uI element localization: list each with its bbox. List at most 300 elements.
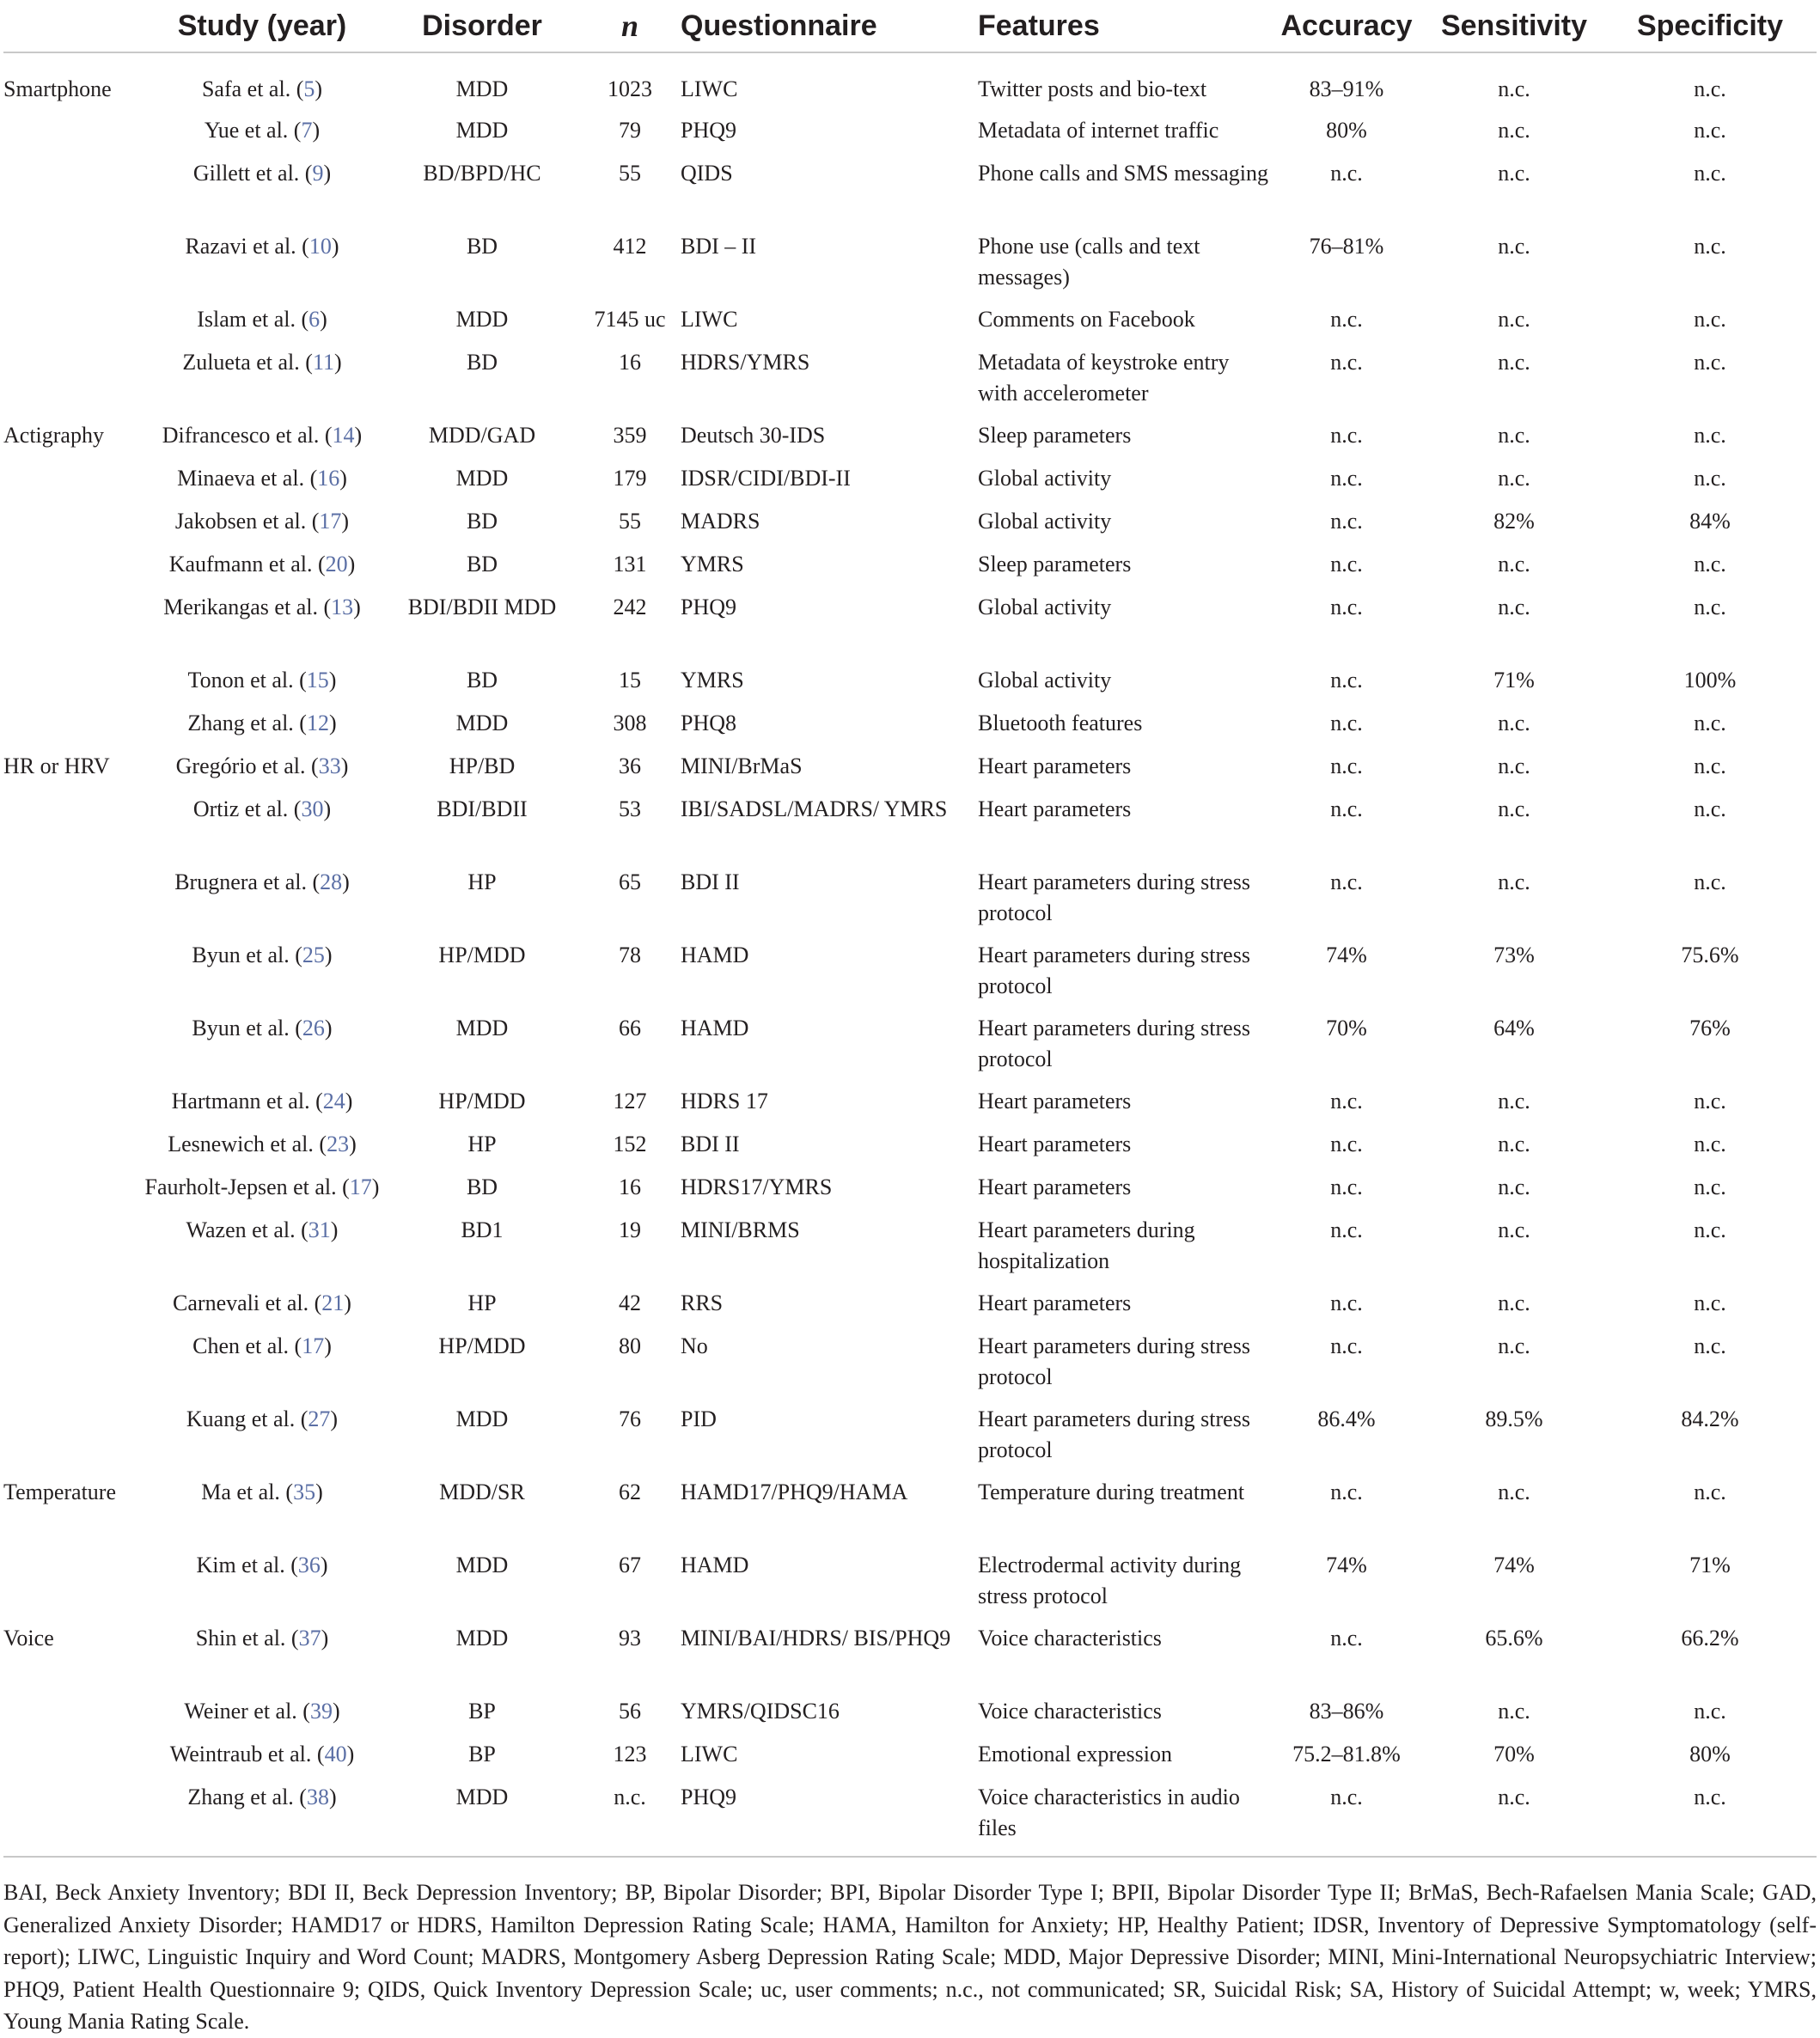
row-questionnaire: HDRS 17 xyxy=(681,1089,768,1114)
row-category xyxy=(3,1696,139,1739)
row-specificity: n.c. xyxy=(1694,870,1726,894)
row-specificity: n.c. xyxy=(1694,423,1726,448)
header-category xyxy=(3,0,139,52)
reference-link[interactable]: 33 xyxy=(318,754,341,778)
table-row xyxy=(3,1288,1817,1331)
reference-close: ) xyxy=(324,1333,332,1358)
row-study xyxy=(139,52,385,115)
row-specificity: n.c. xyxy=(1694,161,1726,186)
row-specificity: n.c. xyxy=(1694,1333,1726,1358)
reference-link[interactable]: 40 xyxy=(324,1742,347,1766)
row-features: Bluetooth features xyxy=(978,711,1143,735)
reference-link[interactable]: 25 xyxy=(302,943,325,967)
reference-link[interactable]: 5 xyxy=(303,76,315,101)
study-name: Safa et al. ( xyxy=(201,76,304,101)
row-study xyxy=(139,158,385,231)
study-name: Islam et al. ( xyxy=(197,307,309,332)
row-category xyxy=(3,665,139,708)
table-row xyxy=(3,1172,1817,1215)
row-n: 78 xyxy=(619,943,641,967)
row-disorder: HP xyxy=(467,1291,497,1315)
row-disorder: MDD xyxy=(455,466,509,491)
reference-close: ) xyxy=(345,1089,353,1114)
row-study xyxy=(139,665,385,708)
row-questionnaire: LIWC xyxy=(681,307,738,332)
header-n: n xyxy=(620,9,639,43)
reference-link[interactable]: 13 xyxy=(331,595,354,619)
row-features: Heart parameters xyxy=(978,1175,1132,1199)
row-questionnaire: PHQ9 xyxy=(681,595,737,619)
row-category xyxy=(3,1331,139,1404)
row-sensitivity: n.c. xyxy=(1498,234,1530,259)
reference-link[interactable]: 11 xyxy=(312,350,334,375)
study-name: Ma et al. ( xyxy=(201,1480,294,1504)
reference-close: ) xyxy=(332,1699,340,1724)
row-accuracy: n.c. xyxy=(1330,595,1363,619)
row-questionnaire: YMRS/QIDSC16 xyxy=(681,1699,840,1724)
row-disorder: MDD xyxy=(455,1626,509,1651)
row-study xyxy=(139,1550,385,1623)
reference-close: ) xyxy=(339,466,347,491)
row-study xyxy=(139,751,385,794)
reference-link[interactable]: 39 xyxy=(309,1699,333,1724)
table-row xyxy=(3,1696,1817,1739)
row-sensitivity: n.c. xyxy=(1498,466,1530,491)
row-disorder: BDI/BDII MDD xyxy=(407,595,557,619)
row-questionnaire: IBI/SADSL/MADRS/ YMRS xyxy=(681,796,948,821)
row-features: Global activity xyxy=(978,595,1112,619)
row-study xyxy=(139,1696,385,1739)
row-disorder: HP/MDD xyxy=(438,943,526,967)
row-questionnaire: BDI II xyxy=(681,870,740,894)
row-category xyxy=(3,231,139,304)
row-accuracy: n.c. xyxy=(1330,754,1363,778)
table-body xyxy=(3,52,1817,1856)
reference-close: ) xyxy=(323,796,332,821)
row-sensitivity: n.c. xyxy=(1498,1333,1530,1358)
row-accuracy: n.c. xyxy=(1330,350,1363,375)
row-specificity: n.c. xyxy=(1694,466,1726,491)
table-row xyxy=(3,940,1817,1013)
row-study xyxy=(139,1404,385,1477)
row-category xyxy=(3,1550,139,1623)
row-n: 80 xyxy=(619,1333,641,1358)
row-disorder: MDD xyxy=(455,1553,509,1577)
row-features: Electrodermal activity during stress protocol xyxy=(978,1553,1242,1608)
row-disorder: MDD xyxy=(455,711,509,735)
study-name: Tonon et al. ( xyxy=(187,668,307,693)
reference-link[interactable]: 17 xyxy=(349,1175,372,1199)
row-study xyxy=(139,1172,385,1215)
row-questionnaire: LIWC xyxy=(681,1742,738,1766)
row-n: 66 xyxy=(619,1016,641,1040)
row-features: Global activity xyxy=(978,509,1112,534)
row-sensitivity: n.c. xyxy=(1498,1291,1530,1315)
reference-close: ) xyxy=(349,1132,357,1156)
reference-link[interactable]: 37 xyxy=(298,1626,321,1651)
row-sensitivity: n.c. xyxy=(1498,754,1530,778)
reference-close: ) xyxy=(340,754,349,778)
reference-close: ) xyxy=(320,1553,328,1577)
table-row xyxy=(3,1129,1817,1172)
row-questionnaire: BDI – II xyxy=(681,234,757,259)
row-questionnaire: QIDS xyxy=(681,161,733,186)
row-questionnaire: PHQ9 xyxy=(681,118,737,143)
row-features: Heart parameters during stress protocol xyxy=(978,1406,1250,1462)
row-specificity: n.c. xyxy=(1694,1132,1726,1156)
row-sensitivity: n.c. xyxy=(1498,870,1530,894)
header-study: Study (year) xyxy=(177,9,347,42)
reference-close: ) xyxy=(323,161,332,186)
row-features: Heart parameters during stress protocol xyxy=(978,943,1250,998)
row-category xyxy=(3,794,139,867)
table-row xyxy=(3,506,1817,549)
row-specificity: n.c. xyxy=(1694,1175,1726,1199)
study-name: Weiner et al. ( xyxy=(184,1699,310,1724)
reference-close: ) xyxy=(354,423,363,448)
reference-link[interactable]: 15 xyxy=(306,668,329,693)
reference-close: ) xyxy=(344,1291,351,1315)
row-specificity: n.c. xyxy=(1694,754,1726,778)
reference-link[interactable]: 17 xyxy=(302,1333,325,1358)
reference-close: ) xyxy=(330,1406,339,1431)
row-n: 62 xyxy=(619,1480,641,1504)
row-disorder: HP/BD xyxy=(449,754,516,778)
row-questionnaire: IDSR/CIDI/BDI-II xyxy=(681,466,851,491)
row-n: 15 xyxy=(619,668,641,693)
row-n: 16 xyxy=(619,1175,641,1199)
table-row xyxy=(3,420,1817,463)
row-accuracy: n.c. xyxy=(1330,668,1363,693)
row-study xyxy=(139,1623,385,1696)
header-accuracy: Accuracy xyxy=(1280,9,1413,42)
reference-link[interactable]: 31 xyxy=(308,1217,331,1242)
study-name: Byun et al. ( xyxy=(192,1016,302,1040)
reference-link[interactable]: 23 xyxy=(327,1132,350,1156)
row-specificity: n.c. xyxy=(1694,1785,1726,1809)
row-features: Temperature during treatment xyxy=(978,1480,1245,1504)
row-study xyxy=(139,1129,385,1172)
reference-link[interactable]: 7 xyxy=(301,118,313,143)
study-name: Zhang et al. ( xyxy=(187,1785,307,1809)
table-row xyxy=(3,1086,1817,1129)
row-category: Actigraphy xyxy=(3,423,104,448)
row-n: 1023 xyxy=(608,76,652,101)
study-name: Jakobsen et al. ( xyxy=(174,509,320,534)
row-n: 152 xyxy=(613,1132,647,1156)
reference-link[interactable]: 9 xyxy=(312,161,324,186)
row-n: 56 xyxy=(619,1699,641,1724)
row-category xyxy=(3,158,139,231)
header-questionnaire: Questionnaire xyxy=(681,9,877,42)
header-specificity: Specificity xyxy=(1636,9,1784,42)
reference-link[interactable]: 36 xyxy=(297,1553,321,1577)
row-category: Voice xyxy=(3,1626,54,1651)
row-sensitivity: n.c. xyxy=(1498,1480,1530,1504)
study-name: Brugnera et al. ( xyxy=(174,870,321,894)
row-study xyxy=(139,1739,385,1782)
table-row xyxy=(3,1477,1817,1550)
row-sensitivity: n.c. xyxy=(1498,796,1530,821)
row-sensitivity: n.c. xyxy=(1498,595,1530,619)
study-name: Chen et al. ( xyxy=(192,1333,302,1358)
study-name: Kuang et al. ( xyxy=(186,1406,308,1431)
reference-link[interactable]: 16 xyxy=(317,466,340,491)
row-disorder: HP xyxy=(467,870,497,894)
reference-link[interactable]: 6 xyxy=(308,307,321,332)
row-specificity: n.c. xyxy=(1694,234,1726,259)
row-accuracy: n.c. xyxy=(1330,1089,1363,1114)
reference-close: ) xyxy=(346,1742,355,1766)
row-study xyxy=(139,940,385,1013)
row-accuracy: n.c. xyxy=(1330,1132,1363,1156)
reference-link[interactable]: 12 xyxy=(306,711,329,735)
row-specificity: n.c. xyxy=(1694,552,1726,577)
row-study xyxy=(139,304,385,347)
row-category xyxy=(3,506,139,549)
row-category xyxy=(3,1129,139,1172)
row-features: Global activity xyxy=(978,466,1112,491)
reference-close: ) xyxy=(353,595,361,619)
row-specificity: 71% xyxy=(1689,1553,1731,1577)
row-accuracy: 74% xyxy=(1326,943,1367,967)
reference-link[interactable]: 21 xyxy=(321,1291,345,1315)
row-questionnaire: HAMD17/PHQ9/HAMA xyxy=(681,1480,908,1504)
row-accuracy: n.c. xyxy=(1330,796,1363,821)
row-disorder: MDD xyxy=(455,1406,509,1431)
row-n: 7145 uc xyxy=(594,307,666,332)
reference-close: ) xyxy=(333,350,342,375)
row-accuracy: 70% xyxy=(1326,1016,1367,1040)
reference-link[interactable]: 27 xyxy=(308,1406,331,1431)
row-questionnaire: HDRS/YMRS xyxy=(681,350,810,375)
row-features: Voice characteristics xyxy=(978,1626,1162,1651)
row-n: 67 xyxy=(619,1553,641,1577)
row-specificity: n.c. xyxy=(1694,711,1726,735)
study-name: Kim et al. ( xyxy=(196,1553,298,1577)
reference-link[interactable]: 20 xyxy=(325,552,348,577)
row-disorder: MDD/SR xyxy=(439,1480,525,1504)
row-sensitivity: n.c. xyxy=(1498,1217,1530,1242)
row-category xyxy=(3,867,139,940)
row-features: Phone calls and SMS messaging xyxy=(978,161,1268,186)
reference-link[interactable]: 30 xyxy=(301,796,324,821)
row-category xyxy=(3,1013,139,1086)
row-features: Voice characteristics in audio files xyxy=(978,1785,1240,1840)
row-disorder: BP xyxy=(468,1699,496,1724)
row-disorder: BD xyxy=(466,668,498,693)
row-sensitivity: n.c. xyxy=(1498,76,1530,101)
reference-link[interactable]: 17 xyxy=(319,509,342,534)
row-specificity: n.c. xyxy=(1694,76,1726,101)
row-n: 36 xyxy=(619,754,641,778)
row-features: Heart parameters xyxy=(978,796,1132,821)
row-disorder: BD xyxy=(466,234,498,259)
row-specificity: 80% xyxy=(1689,1742,1731,1766)
table-row xyxy=(3,1404,1817,1477)
row-sensitivity: n.c. xyxy=(1498,161,1530,186)
row-disorder: BD xyxy=(466,1175,498,1199)
reference-link[interactable]: 10 xyxy=(308,234,332,259)
row-specificity: n.c. xyxy=(1694,1217,1726,1242)
row-sensitivity: n.c. xyxy=(1498,1089,1530,1114)
row-category xyxy=(3,1215,139,1288)
row-questionnaire: No xyxy=(681,1333,708,1358)
study-name: Yue et al. ( xyxy=(204,118,302,143)
row-n: 242 xyxy=(613,595,647,619)
row-n: 16 xyxy=(619,350,641,375)
row-features: Sleep parameters xyxy=(978,552,1132,577)
row-n: 65 xyxy=(619,870,641,894)
row-questionnaire: HDRS17/YMRS xyxy=(681,1175,833,1199)
studies-table xyxy=(3,0,1817,1856)
row-sensitivity: n.c. xyxy=(1498,711,1530,735)
row-accuracy: n.c. xyxy=(1330,1175,1363,1199)
reference-close: ) xyxy=(324,1016,333,1040)
row-questionnaire: YMRS xyxy=(681,552,744,577)
row-study xyxy=(139,1331,385,1404)
row-specificity: n.c. xyxy=(1694,796,1726,821)
reference-close: ) xyxy=(315,1480,323,1504)
reference-close: ) xyxy=(324,943,333,967)
row-study xyxy=(139,420,385,463)
row-sensitivity: n.c. xyxy=(1498,1175,1530,1199)
row-disorder: MDD xyxy=(455,1016,509,1040)
study-name: Shin et al. ( xyxy=(195,1626,299,1651)
row-accuracy: n.c. xyxy=(1330,423,1363,448)
header-features: Features xyxy=(978,9,1100,42)
row-accuracy: n.c. xyxy=(1330,161,1363,186)
row-questionnaire: PHQ8 xyxy=(681,711,737,735)
row-features: Heart parameters during hospitalization xyxy=(978,1217,1195,1273)
table-footnote: BAI, Beck Anxiety Inventory; BDI II, Beck Depression Inventory; BP, Bipolar Disorder; BPI, Bipolar Disorder Type I; BPII, Bipolar Disorder Type II; BrMaS, Bech-Rafaelsen Mania Scale; GAD, Generalized Anxiety Disorder; HAMD17 or HDRS, Hamilton Depression Rating Scale; HAMA, Hamilton for Anxiety; HP, Healthy Patient; IDSR, Inventory of Depressive Symptomatology (self-report); LIWC, Linguistic Inquiry and Word Count; MADRS, Montgomery Asberg Depression Rating Scale; MDD, Major Depressive Disorder; MINI, Mini-International Neuropsychiatric Interview; PHQ9, Patient Health Questionnaire 9; QIDS, Quick Inventory Depression Scale; uc, user comments; n.c., not communicated; SR, Suicidal Risk; SA, History of Suicidal Attempt; w, week; YMRS, Young Mania Rating Scale. xyxy=(3,1880,1817,2034)
table-row xyxy=(3,751,1817,794)
reference-link[interactable]: 26 xyxy=(302,1016,325,1040)
row-n: 19 xyxy=(619,1217,641,1242)
reference-link[interactable]: 24 xyxy=(322,1089,345,1114)
study-name: Minaeva et al. ( xyxy=(177,466,318,491)
table-row xyxy=(3,1215,1817,1288)
row-questionnaire: RRS xyxy=(681,1291,724,1315)
table-row xyxy=(3,347,1817,420)
study-name: Gillett et al. ( xyxy=(192,161,313,186)
row-questionnaire: MINI/BrMaS xyxy=(681,754,803,778)
reference-link[interactable]: 38 xyxy=(306,1785,329,1809)
row-specificity: n.c. xyxy=(1694,595,1726,619)
row-n: 412 xyxy=(613,234,647,259)
row-sensitivity: n.c. xyxy=(1498,1132,1530,1156)
study-name: Byun et al. ( xyxy=(192,943,302,967)
row-category xyxy=(3,940,139,1013)
row-specificity: 76% xyxy=(1689,1016,1731,1040)
row-n: 308 xyxy=(613,711,647,735)
study-name: Gregório et al. ( xyxy=(175,754,319,778)
study-name: Hartmann et al. ( xyxy=(171,1089,323,1114)
row-questionnaire: HAMD xyxy=(681,1553,749,1577)
row-features: Heart parameters during stress protocol xyxy=(978,1016,1250,1071)
table-row xyxy=(3,1623,1817,1696)
row-study xyxy=(139,115,385,158)
table-header xyxy=(3,0,1817,52)
row-sensitivity: 64% xyxy=(1493,1016,1535,1040)
row-disorder: MDD xyxy=(455,118,509,143)
row-sensitivity: 89.5% xyxy=(1485,1406,1543,1431)
row-features: Heart parameters xyxy=(978,1089,1132,1114)
row-accuracy: n.c. xyxy=(1330,466,1363,491)
row-category xyxy=(3,1782,139,1856)
row-sensitivity: n.c. xyxy=(1498,423,1530,448)
row-study xyxy=(139,231,385,304)
study-name: Difrancesco et al. ( xyxy=(162,423,333,448)
row-disorder: MDD xyxy=(455,1785,509,1809)
table-row xyxy=(3,708,1817,751)
row-study xyxy=(139,1477,385,1550)
row-specificity: n.c. xyxy=(1694,1291,1726,1315)
row-category xyxy=(3,304,139,347)
row-features: Twitter posts and bio-text xyxy=(978,76,1207,101)
row-sensitivity: n.c. xyxy=(1498,307,1530,332)
row-sensitivity: 70% xyxy=(1493,1742,1535,1766)
row-questionnaire: YMRS xyxy=(681,668,744,693)
table-row xyxy=(3,115,1817,158)
table-row xyxy=(3,231,1817,304)
row-features: Heart parameters during stress protocol xyxy=(978,870,1250,925)
study-name: Carnevali et al. ( xyxy=(173,1291,322,1315)
row-category xyxy=(3,549,139,592)
table-row xyxy=(3,1782,1817,1856)
reference-close: ) xyxy=(320,307,327,332)
row-disorder: BD1 xyxy=(461,1217,504,1242)
row-features: Comments on Facebook xyxy=(978,307,1195,332)
row-category: HR or HRV xyxy=(3,754,110,778)
row-disorder: BD xyxy=(466,350,498,375)
row-category xyxy=(3,1404,139,1477)
row-features: Phone use (calls and text messages) xyxy=(978,234,1200,290)
row-n: 179 xyxy=(613,466,647,491)
row-study xyxy=(139,867,385,940)
row-n: 359 xyxy=(613,423,647,448)
row-accuracy: n.c. xyxy=(1330,1480,1363,1504)
header-sensitivity: Sensitivity xyxy=(1440,9,1588,42)
row-category xyxy=(3,1086,139,1129)
row-study xyxy=(139,1288,385,1331)
row-n: 127 xyxy=(613,1089,647,1114)
row-category: Temperature xyxy=(3,1480,116,1504)
row-accuracy: 86.4% xyxy=(1317,1406,1376,1431)
study-name: Merikangas et al. ( xyxy=(163,595,332,619)
row-accuracy: n.c. xyxy=(1330,870,1363,894)
row-disorder: BD xyxy=(466,552,498,577)
table-row xyxy=(3,665,1817,708)
row-questionnaire: LIWC xyxy=(681,76,738,101)
row-accuracy: 83–91% xyxy=(1309,76,1384,101)
reference-link[interactable]: 28 xyxy=(320,870,343,894)
reference-link[interactable]: 14 xyxy=(332,423,355,448)
row-sensitivity: 82% xyxy=(1493,509,1535,534)
reference-close: ) xyxy=(321,1626,329,1651)
reference-link[interactable]: 35 xyxy=(293,1480,316,1504)
row-accuracy: 80% xyxy=(1326,118,1367,143)
table-row xyxy=(3,794,1817,867)
study-name: Kaufmann et al. ( xyxy=(168,552,326,577)
row-specificity: n.c. xyxy=(1694,1089,1726,1114)
row-accuracy: 83–86% xyxy=(1309,1699,1384,1724)
row-questionnaire: MINI/BRMS xyxy=(681,1217,800,1242)
table-row xyxy=(3,304,1817,347)
row-n: 131 xyxy=(613,552,647,577)
row-sensitivity: n.c. xyxy=(1498,552,1530,577)
row-category xyxy=(3,592,139,665)
